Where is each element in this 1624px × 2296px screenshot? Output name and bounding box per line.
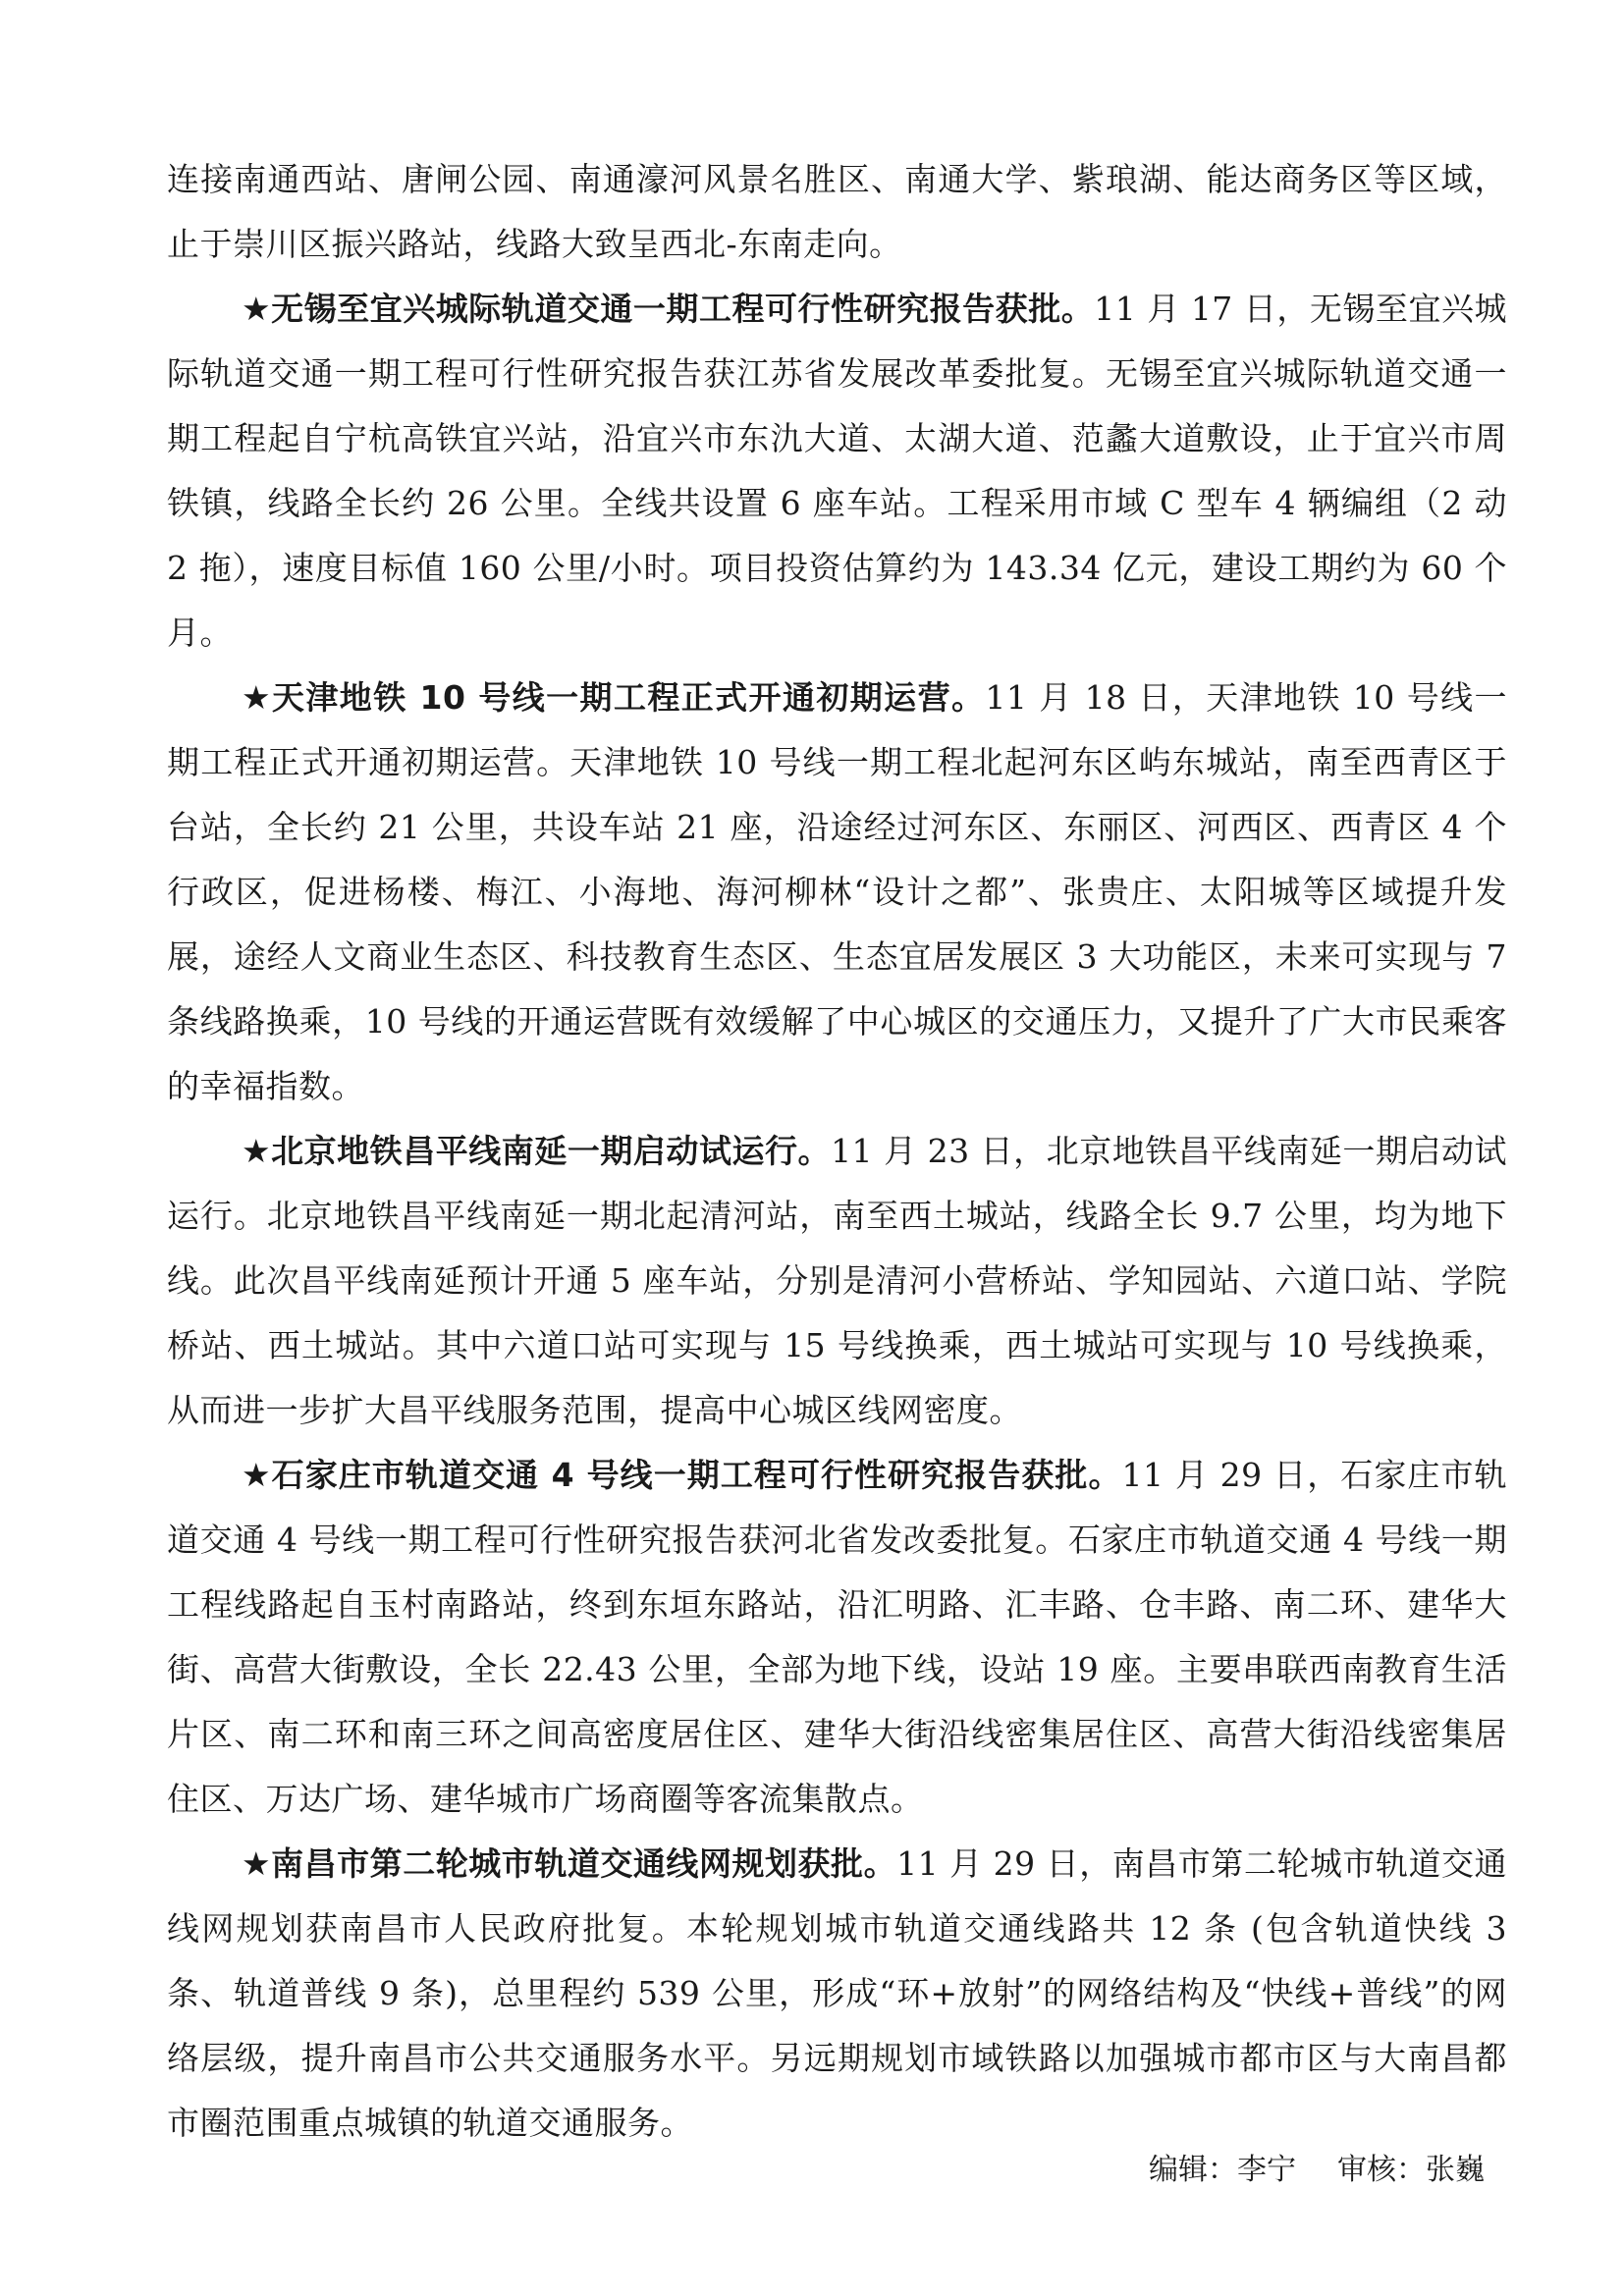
news-item-shijiazhuang-line4 <box>167 1443 1507 1832</box>
news-headline: ★北京地铁昌平线南延一期启动试运行。 <box>242 1132 832 1170</box>
news-headline: ★无锡至宜兴城际轨道交通一期工程可行性研究报告获批。 <box>242 290 1095 328</box>
news-headline: ★石家庄市轨道交通 4 号线一期工程可行性研究报告获批。 <box>242 1456 1122 1494</box>
news-item-tianjin-line10 <box>167 666 1507 1119</box>
news-body: 11 月 23 日，北京地铁昌平线南延一期启动试运行。北京地铁昌平线南延一期北起清河站，南至西土城站，线路全长 9.7 公里，均为地下线。此次昌平线南延预计开通 5 座车站，分别是清河小营桥站、学知园站、六道口站、学院桥站、西土城站。其中六道口站可实现与 15 号线换乘，西土城站可实现与 10 号线换乘，从而进一步扩大昌平线服务范围，提高中心城区线网密度。 <box>167 1132 1508 1429</box>
news-item-beijing-changping <box>167 1119 1507 1443</box>
document-body <box>167 147 1507 2156</box>
news-item-wuxi-yixing <box>167 277 1507 666</box>
footer-credits <box>1149 2145 1485 2188</box>
intro-paragraph: 连接南通西站、唐闸公园、南通濠河风景名胜区、南通大学、紫琅湖、能达商务区等区域，止于崇川区振兴路站，线路大致呈西北-东南走向。 <box>167 160 1507 263</box>
news-body: 11 月 17 日，无锡至宜兴城际轨道交通一期工程可行性研究报告获江苏省发展改革委批复。无锡至宜兴城际轨道交通一期工程起自宁杭高铁宜兴站，沿宜兴市东氿大道、太湖大道、范蠡大道敷设，止于宜兴市周铁镇，线路全长约 26 公里。全线共设置 6 座车站。工程采用市域 C 型车 4 辆编组（2 动 2 拖），速度目标值 160 公里/小时。项目投资估算约为 143.34 亿元，建设工期约为 60 个月。 <box>167 290 1508 652</box>
news-item-nanchang-plan <box>167 1832 1507 2156</box>
editor-credit: 编辑：李宁 <box>1149 2153 1296 2187</box>
news-body: 11 月 18 日，天津地铁 10 号线一期工程正式开通初期运营。天津地铁 10 号线一期工程北起河东区屿东城站，南至西青区于台站，全长约 21 公里，共设车站 21 座，沿途经过河东区、东丽区、河西区、西青区 4 个行政区，促进杨楼、梅江、小海地、海河柳林“设计之都”、张贵庄、太阳城等区域提升发展，途经人文商业生态区、科技教育生态区、生态宜居发展区 3 大功能区，未来可实现与 7 条线路换乘，10 号线的开通运营既有效缓解了中心城区的交通压力，又提升了广大市民乘客的幸福指数。 <box>167 678 1507 1105</box>
news-body: 11 月 29 日，南昌市第二轮城市轨道交通线网规划获南昌市人民政府批复。本轮规划城市轨道交通线路共 12 条 (包含轨道快线 3 条、轨道普线 9 条)，总里程约 539 公里，形成“环+放射”的网络结构及“快线+普线”的网络层级，提升南昌市公共交通服务水平。另远期规划市域铁路以加强城市都市区与大南昌都市圈范围重点城镇的轨道交通服务。 <box>167 1844 1507 2142</box>
reviewer-credit: 审核：张巍 <box>1337 2153 1485 2187</box>
news-headline: ★南昌市第二轮城市轨道交通线网规划获批。 <box>242 1844 897 1883</box>
news-headline: ★天津地铁 10 号线一期工程正式开通初期运营。 <box>242 678 986 717</box>
news-body: 11 月 29 日，石家庄市轨道交通 4 号线一期工程可行性研究报告获河北省发改委批复。石家庄市轨道交通 4 号线一期工程线路起自玉村南路站，终到东垣东路站，沿汇明路、汇丰路、仓丰路、南二环、建华大街、高营大街敷设，全长 22.43 公里，全部为地下线，设站 19 座。主要串联西南教育生活片区、南二环和南三环之间高密度居住区、建华大街沿线密集居住区、高营大街沿线密集居住区、万达广场、建华城市广场商圈等客流集散点。 <box>167 1456 1507 1818</box>
